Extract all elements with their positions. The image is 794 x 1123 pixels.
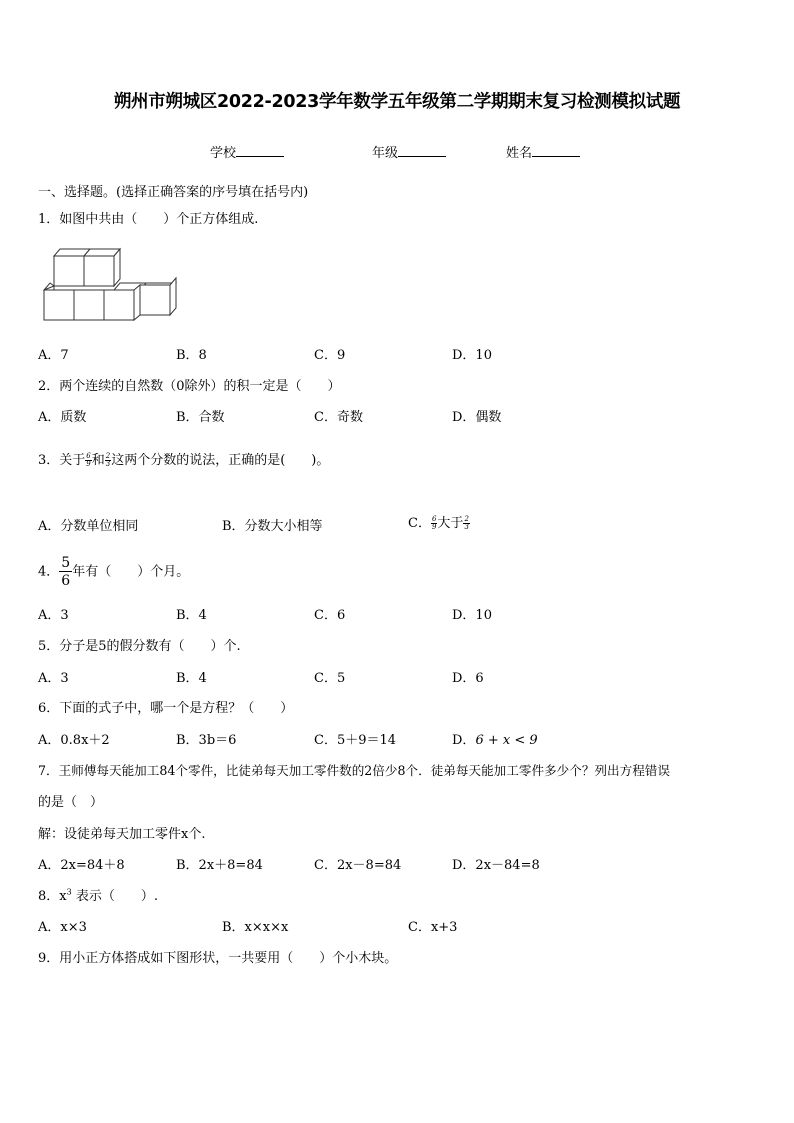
q5-option-c: C．5 xyxy=(314,671,346,686)
q1-option-c: C．9 xyxy=(314,348,346,363)
q8-option-b: B．x×x×x xyxy=(222,920,289,935)
q6-option-d xyxy=(452,729,538,748)
name-blank xyxy=(532,144,580,157)
q7-option-b: B．2x＋8=84 xyxy=(176,858,263,873)
question-2: 2．两个连续的自然数（0除外）的积一定是（ ） xyxy=(38,379,341,394)
school-blank xyxy=(236,144,284,157)
q3-option-c xyxy=(408,512,470,531)
q6-d-expression: 6 + x < 9 xyxy=(475,733,538,748)
q7-option-c: C．2x－8=84 xyxy=(314,858,402,873)
q3-f2-denominator: 3 xyxy=(105,460,111,468)
q3-c-f1-numerator: 6 xyxy=(431,515,437,523)
q5-option-a: A．3 xyxy=(38,671,69,686)
grade-blank xyxy=(398,144,446,157)
q7-option-d: D．2x－84=8 xyxy=(452,858,540,873)
question-7-line-1: 7．王师傅每天能加工84个零件，比徒弟每天加工零件数的2倍少8个．徒弟每天能加工零件多少个？列出方程错误 xyxy=(38,763,670,778)
q4-post: 年有（ ）个月。 xyxy=(72,564,190,580)
q1-option-b: B．8 xyxy=(176,348,207,363)
page-title: 朔州市朔城区2022-2023学年数学五年级第二学期期末复习检测模拟试题 xyxy=(113,92,681,112)
question-7-line-3: 解：设徒弟每天加工零件x个. xyxy=(38,827,206,842)
q3-pre: 3．关于 xyxy=(38,453,86,468)
q3-c-fraction-2 xyxy=(463,516,469,531)
q4-numerator: 5 xyxy=(61,555,71,571)
name-label: 姓名 xyxy=(506,146,533,161)
q5-option-d: D．6 xyxy=(452,671,484,686)
q7-option-a: A．2x=84＋8 xyxy=(38,858,125,873)
q2-option-a: A．质数 xyxy=(38,410,87,425)
q3-f1-denominator: 9 xyxy=(86,460,91,468)
name-field xyxy=(506,142,580,161)
question-9: 9．用小正方体搭成如下图形状，一共要用（ ）个小木块。 xyxy=(38,951,398,966)
q8-exponent: 3 xyxy=(66,887,72,897)
q8-option-a: A．x×3 xyxy=(38,920,87,935)
question-3 xyxy=(38,449,329,468)
q2-option-d: D．偶数 xyxy=(452,410,502,425)
question-1: 1．如图中共由（ ）个正方体组成. xyxy=(38,212,259,227)
q3-c-f2-numerator: 2 xyxy=(464,515,469,523)
question-6: 6．下面的式子中，哪一个是方程？（ ） xyxy=(38,701,294,716)
cube-figure xyxy=(40,246,182,322)
q3-c-pre: C． xyxy=(408,516,431,531)
q3-option-a: A．分数单位相同 xyxy=(38,519,139,534)
q8-pre: 8．x xyxy=(38,889,67,904)
q6-d-pre: D． xyxy=(452,733,476,748)
q3-f2-numerator: 2 xyxy=(105,452,111,460)
q3-c-f2-denominator: 3 xyxy=(464,523,469,531)
question-7-line-2: 的是（ ） xyxy=(38,795,104,810)
q4-option-d: D．10 xyxy=(452,608,492,623)
q6-option-c: C．5＋9＝14 xyxy=(314,733,397,748)
school-field xyxy=(210,142,284,161)
q1-option-a: A．7 xyxy=(38,348,69,363)
q6-option-b: B．3b＝6 xyxy=(176,733,237,748)
q2-option-c: C．奇数 xyxy=(314,410,363,425)
question-8 xyxy=(38,885,158,904)
q2-option-b: B．合数 xyxy=(176,410,225,425)
question-4 xyxy=(38,556,189,588)
grade-field xyxy=(372,142,446,161)
q6-option-a: A．0.8x＋2 xyxy=(38,733,110,748)
q4-pre: 4． xyxy=(38,564,60,580)
q4-option-b: B．4 xyxy=(176,608,207,623)
grade-label: 年级 xyxy=(372,146,399,161)
q1-option-d: D．10 xyxy=(452,348,492,363)
q3-option-b: B．分数大小相等 xyxy=(222,519,323,534)
q4-fraction xyxy=(59,556,72,588)
section-heading: 一、选择题。(选择正确答案的序号填在括号内) xyxy=(38,185,309,200)
q3-post: 这两个分数的说法，正确的是( )。 xyxy=(111,453,330,468)
q3-c-post: 大于 xyxy=(437,516,464,531)
q8-option-c: C．x+3 xyxy=(408,920,458,935)
q3-c-f1-denominator: 9 xyxy=(431,523,437,531)
school-label: 学校 xyxy=(210,146,237,161)
q8-post: 表示（ ）. xyxy=(71,889,158,904)
q3-f1-numerator: 6 xyxy=(86,452,91,460)
question-5: 5．分子是5的假分数有（ ）个. xyxy=(38,639,241,654)
q4-option-c: C．6 xyxy=(314,608,346,623)
q4-option-a: A．3 xyxy=(38,608,69,623)
q4-denominator: 6 xyxy=(61,573,71,589)
q3-mid: 和 xyxy=(91,453,105,468)
q5-option-b: B．4 xyxy=(176,671,207,686)
